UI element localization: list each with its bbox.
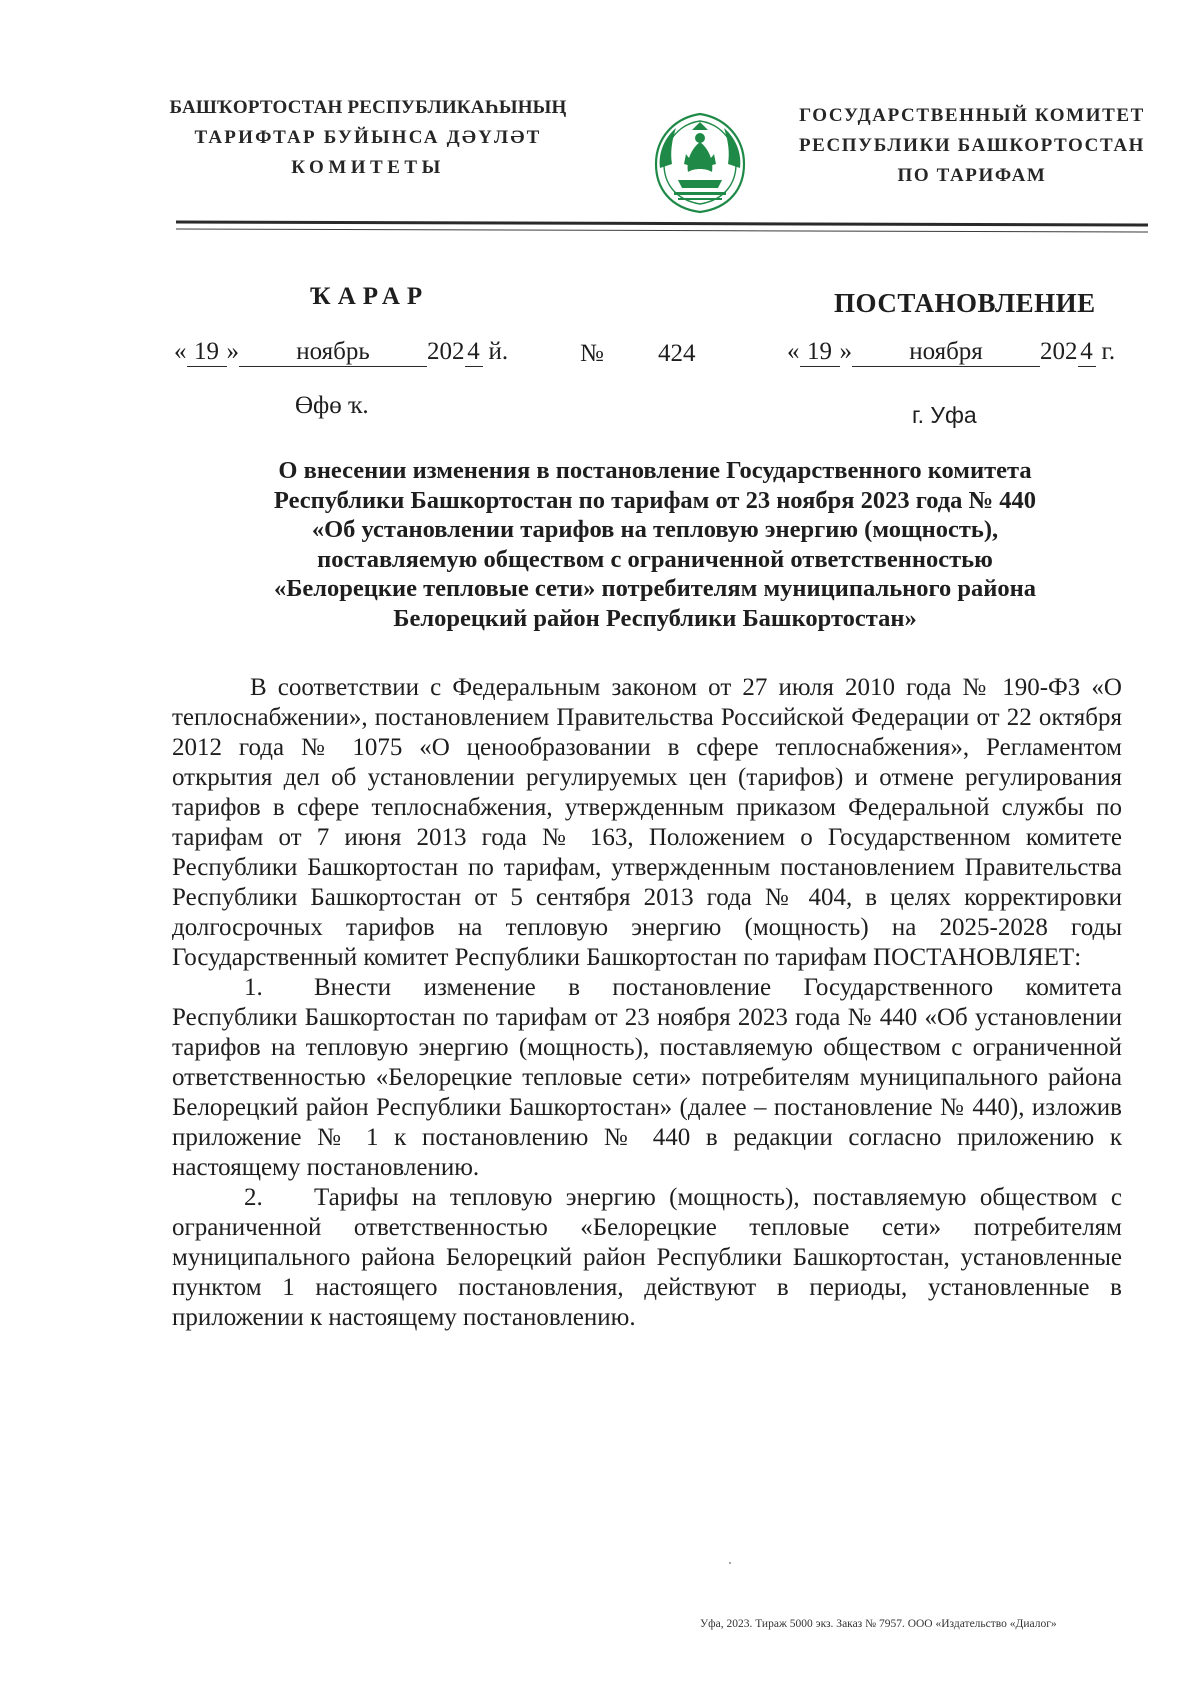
city-bashkir: Өфө ҡ. [295, 392, 369, 419]
date-year-last-digit: 4 [1078, 338, 1096, 367]
date-month: ноябрь [239, 338, 427, 367]
doc-number: 424 [658, 340, 696, 367]
header-divider-thin [176, 228, 1148, 232]
date-day: 19 [187, 338, 227, 367]
header-russian [782, 101, 1162, 191]
date-year: 202 [427, 338, 465, 365]
header-bashkir [158, 93, 578, 183]
scan-speck [729, 1562, 731, 1564]
clause-number: 2. [244, 1184, 263, 1211]
date-bashkir [174, 338, 508, 367]
date-quote-open: « [787, 338, 800, 365]
date-quote-close: » [839, 338, 852, 365]
header-bashkir-line: КОМИТЕТЫ [291, 157, 445, 178]
date-year-last-digit: 4 [465, 338, 483, 367]
doc-type-russian: ПОСТАНОВЛЕНИЕ [834, 288, 1096, 318]
document-body [172, 673, 1122, 1333]
title-line: «Белорецкие тепловые сети» потребителям муниципального района [273, 575, 1037, 602]
clause-number: 1. [244, 974, 263, 1001]
date-russian [787, 338, 1115, 367]
header-russian-line: РЕСПУБЛИКИ БАШКОРТОСТАН [798, 135, 1146, 156]
clause-text: Тарифы на тепловую энергию (мощность), поставляемую обществом с ограниченной ответственностью «Белорецкие тепловые сети» потребителям муниципального района Белорецкий район Республики Башкортостан, установленные пунктом 1 настоящего постановления, действуют в периоды, установленные в приложении к настоящему постановлению. [172, 1184, 1122, 1331]
title-line: Республики Башкортостан по тарифам от 23 ноября 2023 года № 440 [273, 486, 1037, 514]
date-quote-close: » [226, 338, 239, 365]
number-sign: № [580, 340, 604, 367]
clause-2 [172, 1183, 1122, 1333]
title-line: О внесении изменения в постановление Государственного комитета [278, 457, 1032, 484]
header-divider-thick [176, 220, 1148, 226]
emblem-icon [648, 108, 752, 220]
date-quote-open: « [174, 338, 187, 365]
title-line: поставляемую обществом с ограниченной ответственностью [317, 545, 993, 573]
title-line: Белорецкий район Республики Башкортостан» [393, 604, 917, 632]
clause-1 [172, 973, 1122, 1183]
date-suffix: г. [1101, 338, 1116, 365]
city-russian: г. Уфа [912, 402, 977, 428]
document-title [175, 456, 1135, 633]
clause-text: Внести изменение в постановление Государственного комитета Республики Башкортостан по тарифам от 23 ноября 2023 года № 440 «Об установлении тарифов на тепловую энергию (мощность), поставляемую обществом с ограниченной ответственностью «Белорецкие тепловые сети» потребителям муниципального района Белорецкий район Республики Башкортостан» (далее – постановление № 440), изложив приложение № 1 к постановлению № 440 в редакции согласно приложению к настоящему постановлению. [172, 974, 1122, 1181]
preamble: В соответствии с Федеральным законом от 27 июля 2010 года № 190-ФЗ «О теплоснабжении», постановлением Правительства Российской Федерации от 22 октября 2012 года № 1075 «О ценообразовании в сфере теплоснабжения», Регламентом открытия дел об установлении регулируемых цен (тарифов) и отмене регулирования тарифов в сфере теплоснабжения, утвержденным приказом Федеральной службы по тарифам от 7 июня 2013 года № 163, Положением о Государственном комитете Республики Башкортостан по тарифам, утвержденным постановлением Правительства Республики Башкортостан от 5 сентября 2013 года № 404, в целях корректировки долгосрочных тарифов на тепловую энергию (мощность) на 2025-2028 годы Государственный комитет Республики Башкортостан по тарифам ПОСТАНОВЛЯЕТ: [172, 674, 1122, 971]
header-bashkir-line: ТАРИФТАР БУЙЫНСА ДӘҮЛӘТ [194, 127, 542, 148]
date-month: ноября [852, 338, 1040, 367]
doc-type-bashkir: ҠАРАР [310, 283, 430, 310]
print-footer: Уфа, 2023. Тираж 5000 экз. Заказ № 7957. ООО «Издательство «Диалог» [700, 1618, 1057, 1630]
date-day: 19 [800, 338, 840, 367]
header-bashkir-line: БАШҠОРТОСТАН РЕСПУБЛИКАҺЫНЫҢ [169, 97, 567, 118]
title-line: «Об установлении тарифов на тепловую энергию (мощность), [311, 516, 999, 543]
date-year: 202 [1040, 338, 1078, 365]
header-russian-line: ГОСУДАРСТВЕННЫЙ КОМИТЕТ [799, 105, 1145, 126]
date-suffix: й. [488, 338, 509, 365]
header-russian-line: ПО ТАРИФАМ [897, 165, 1047, 186]
